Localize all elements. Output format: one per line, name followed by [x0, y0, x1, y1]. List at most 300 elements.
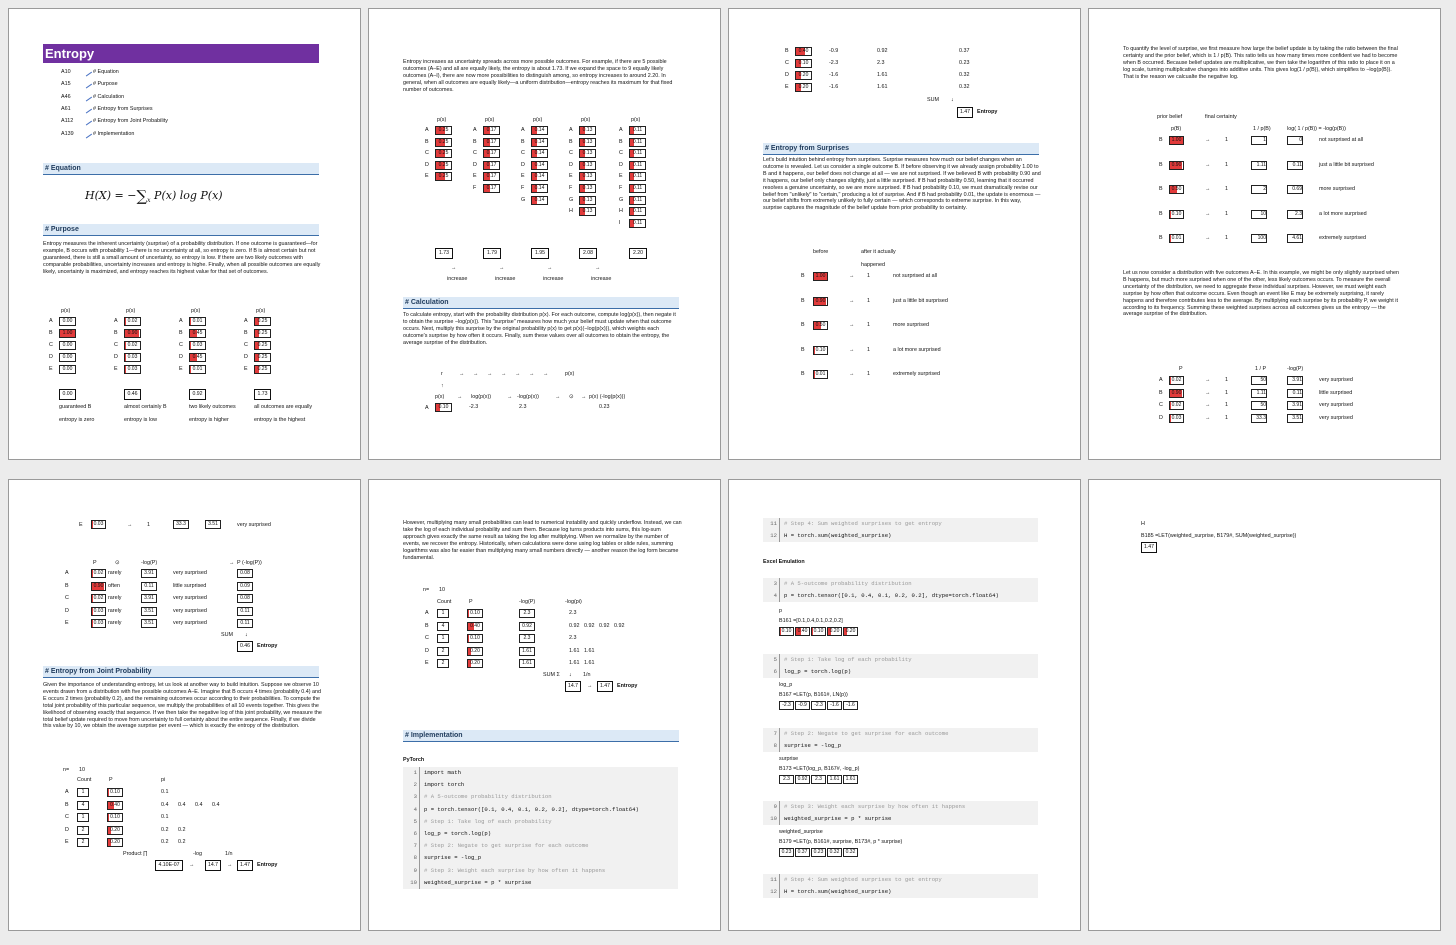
row-label: H [569, 208, 573, 215]
line-number: 9 [763, 801, 780, 813]
row-label: D [619, 161, 623, 168]
pi-value: 2.3 [569, 610, 577, 616]
neglog-value: 1.61 [877, 84, 888, 90]
line-number: 9 [403, 865, 420, 877]
page-5 [8, 479, 361, 931]
row-label: C [179, 342, 183, 348]
surprise-description: very surprised [173, 595, 207, 601]
code-text: surprise = -log_p [784, 742, 842, 750]
log-value: -1.6 [829, 72, 839, 78]
probability-cell: 0.20 [467, 659, 483, 668]
probability-cell: 0.00 [59, 341, 76, 350]
before-cell: 0.10 [813, 346, 828, 355]
section-heading-purpose: # Purpose [43, 224, 319, 236]
probability-cell: 0.17 [483, 172, 500, 181]
probability-cell: 0.14 [531, 126, 548, 135]
joint-probability-paragraph: Given the importance of understanding entropy, let us look at another way to build intuition. Suppose we observe 10 events drawn from a distribution with five possible outcomes A–E. Imagine that B occurs 4 times (probability 0.4) and E occurs 2 times (probability 0.2), and the remaining outcomes occur according to their probabilities. To compute the total joint probability of this particular sequence, we multiply the probabilities of all 10 events together. This gives the likelihood of observing exactly that sequence. If we then take the negative log of this joint probability, we measure the total belief update required to move from uncertainty to full certainty about the entire sequence. Finally, if we divide this value by 10, we obtain the average surprise per event — which is exactly the entropy of the distribution. [43, 682, 322, 730]
row-label: B [114, 330, 118, 336]
arrow: → [595, 265, 601, 271]
arrow: → [543, 371, 549, 377]
probability-cell: 0.10 [435, 403, 452, 412]
probability-cell: 0.10 [467, 609, 483, 618]
row-label: C [425, 150, 429, 157]
row-label: F [569, 185, 573, 191]
probability-cell: 0.17 [483, 184, 500, 193]
caption: entropy is the highest [254, 417, 306, 423]
row-label: I [619, 219, 621, 226]
probability-cell: 0.02 [91, 594, 106, 603]
caption: guaranteed B [59, 404, 92, 410]
probability-cell: 0.13 [579, 207, 596, 216]
toc-ref: A15 [61, 81, 71, 88]
surprise-description: just a little bit surprised [893, 297, 948, 304]
probability-cell: 0.25 [254, 341, 271, 350]
code-line [763, 801, 1038, 813]
operator-circle: ⊙ [569, 394, 574, 400]
surprise-description: not surprised at all [1319, 137, 1364, 143]
row-label: B [801, 297, 805, 304]
toc-ref: A61 [61, 105, 71, 112]
row-label: D [65, 826, 69, 833]
code-block-1 [763, 578, 1038, 602]
section-heading-calculation: # Calculation [403, 297, 679, 309]
row-label: D [244, 354, 248, 360]
col-header: log(p(x)) [471, 394, 492, 400]
line-number: 8 [763, 740, 780, 752]
arrow: → [555, 394, 561, 400]
pi-value: 1.61 [569, 647, 580, 654]
before-cell: 1.00 [813, 272, 828, 281]
col-log: log( 1 / p(B)) = -log(p(B)) [1287, 126, 1346, 132]
product-label: Product ∏ [123, 851, 148, 857]
pi-value: 0.2 [161, 826, 169, 833]
final-value: 1 [147, 522, 150, 528]
array-cell: -2.3 [779, 701, 794, 710]
entropy-result-cell: 1.95 [531, 248, 549, 259]
pi-value: 0.92 [569, 622, 580, 629]
caption: all outcomes are equally [254, 404, 313, 410]
row-label: B [1159, 137, 1163, 143]
probability-cell: 0.14 [531, 196, 548, 205]
probability-cell: 0.40 [467, 622, 483, 631]
row-label: B [801, 322, 805, 328]
toc-item: # Entropy from Surprises [93, 105, 153, 112]
row-label: G [619, 196, 624, 203]
n-value: 10 [79, 767, 85, 773]
log-value: -2.3 [829, 60, 839, 66]
arrow: → [587, 683, 593, 689]
row-label: D [179, 354, 183, 360]
array-cell: 1.61 [827, 775, 842, 784]
excel-emulation-label: Excel Emulation [763, 559, 805, 565]
probability-cell: 0.90 [91, 582, 106, 591]
increase-label: increase [591, 276, 612, 282]
probability-cell: 0.13 [579, 149, 596, 158]
pi-value: 0.4 [161, 801, 169, 808]
variable-label: p [779, 608, 782, 614]
probability-cell: 0.17 [483, 149, 500, 158]
surprise-description: very surprised [173, 607, 207, 614]
arrow: → [451, 265, 457, 271]
code-line [763, 578, 1038, 590]
log-label: -log [193, 851, 202, 857]
col-nlpi: -log(pi) [565, 599, 582, 605]
arrow-up: ↑ [441, 383, 444, 389]
row-label: D [785, 72, 789, 78]
log-value: -0.9 [829, 48, 839, 54]
log-cell: 0.11 [1287, 161, 1303, 170]
probability-cell: 0.13 [579, 184, 596, 193]
row-label: B [785, 48, 789, 54]
formula-text: B173 =LET(log_p, B167#, -log_p) [779, 766, 860, 772]
entropy-label: Entropy [257, 862, 278, 868]
probability-cell: 0.17 [483, 126, 500, 135]
neglog-value: 2.3 [877, 60, 885, 66]
row-label: C [1159, 402, 1163, 408]
line-number: 6 [403, 828, 420, 840]
probability-cell: 0.03 [124, 365, 141, 374]
variable-label: log_p [779, 682, 793, 688]
probability-cell: 0.25 [435, 126, 452, 135]
col-p: P [109, 777, 113, 783]
formula-h: B185 =LET(weighted_surprise, B179#, SUM(weighted_surprise)) [1141, 533, 1297, 539]
entropy-result-cell: 1.79 [483, 248, 501, 259]
probability-cell: 0.13 [579, 172, 596, 181]
n-label: n= [423, 587, 430, 593]
final-value: 1 [1225, 389, 1228, 396]
probability-cell: 1.00 [59, 329, 76, 338]
column-header: p(s) [256, 308, 266, 314]
n-value: 10 [439, 587, 445, 593]
prior-cell: 0.50 [1169, 185, 1184, 194]
col-prod: P (-log(P)) [237, 560, 262, 566]
log-cell: 2.3 [1287, 210, 1303, 219]
before-cell: 0.01 [813, 370, 828, 379]
product-cell: 4.10E-07 [155, 860, 183, 871]
pytorch-label: PyTorch [403, 757, 425, 763]
code-text: # Step 2: Negate to get surprise for each outcome [784, 730, 949, 737]
log-value: -2.3 [469, 404, 479, 410]
arrow: → [1205, 210, 1211, 217]
entropy-label: Entropy [977, 109, 998, 115]
surprise-description: very surprised [237, 522, 271, 528]
product-value: 0.32 [959, 84, 970, 90]
probability-cell: 0.11 [629, 207, 646, 216]
line-number: 7 [403, 840, 420, 852]
row-label: D [1159, 414, 1163, 421]
surprise-description: extremely surprised [893, 371, 941, 377]
array-cell: 0.92 [795, 775, 810, 784]
code-line [403, 767, 678, 779]
inverse-cell: 50 [1251, 401, 1267, 410]
final-value: 1 [1225, 402, 1228, 408]
frequency-label: rarely [108, 595, 122, 601]
row-label: C [65, 595, 69, 601]
arrow: → [1205, 402, 1211, 408]
surprise-description: very surprised [1319, 414, 1353, 421]
array-cell: 2.3 [811, 775, 826, 784]
entropy-result-cell: 0.92 [189, 389, 206, 400]
probability-cell: 0.10 [795, 59, 812, 68]
row-label: F [619, 185, 623, 191]
row-label: B [65, 801, 69, 808]
log-cell: 0 [1287, 136, 1303, 145]
col-prior: prior belief [1157, 114, 1183, 120]
col-inv: 1 / p(B) [1253, 126, 1271, 132]
line-number: 10 [763, 813, 780, 825]
row-label: E [569, 173, 573, 180]
sum-label: SUM [927, 97, 939, 103]
row-label: B [1159, 161, 1163, 168]
row-label: A [1159, 377, 1163, 383]
code-block-3 [763, 728, 1038, 752]
arrow-down: ↓ [245, 632, 248, 638]
arrow: → [849, 273, 855, 279]
toc-item: # Purpose [93, 81, 118, 88]
arrow: → [1205, 161, 1211, 168]
entropy-result-cell: 1.73 [254, 389, 271, 400]
row-label: B [49, 330, 53, 336]
section-heading-surprises: # Entropy from Surprises [763, 143, 1039, 155]
pi-value: 0.1 [161, 814, 169, 820]
code-line [763, 886, 1038, 898]
arrow-down: ↓ [569, 672, 572, 678]
inverse-cell: 50 [1251, 376, 1267, 385]
arrow: → [1205, 414, 1211, 421]
flow-target: p(x) [565, 371, 575, 377]
arrow: → [547, 265, 553, 271]
surprise-description: a lot more surprised [1319, 210, 1367, 217]
line-number: 2 [403, 779, 420, 791]
inverse-cell: 33.3 [1251, 414, 1267, 423]
count-cell: 1 [77, 813, 89, 822]
prior-cell: 0.90 [1169, 161, 1184, 170]
probability-cell: 0.25 [435, 138, 452, 147]
arrow: → [487, 371, 493, 377]
line-number: 4 [763, 590, 780, 602]
col-p: P [93, 560, 97, 566]
probability-cell: 0.25 [254, 353, 271, 362]
code-text: # Step 3: Weight each surprise by how often it happens [784, 803, 966, 810]
n-label: n= [63, 767, 70, 773]
probability-cell: 0.20 [107, 838, 123, 847]
row-label: B [1159, 186, 1163, 192]
row-label: E [79, 522, 83, 528]
operator-circle: ⊙ [115, 560, 120, 566]
code-text: surprise = -log_p [424, 854, 482, 862]
entropy-result-cell: 0.00 [59, 389, 76, 400]
row-label: E [473, 173, 477, 180]
product-cell: 0.09 [237, 582, 253, 591]
flow-r: r [441, 371, 443, 377]
row-label: D [521, 161, 525, 168]
code-line [403, 804, 678, 816]
calculation-paragraph: To calculate entropy, start with the probability distribution p(x). For each outcome, compute log(p(x)), then negate it to obtain the surprise −log(p(x)). This "surprise" measures how much your belief must update when that outcome occurs. Next, multiply this surprise by the original probability p(x) to get p(x)(−log(p(x))), which weights each outcome's surprise by how often it occurs. Finally, sum these values over all outcomes to obtain the entropy, the average surprise of the distribution. [403, 312, 676, 346]
arrow: → [507, 394, 513, 400]
row-label: A [114, 318, 118, 324]
array-cell: 0.37 [795, 848, 810, 857]
formula-text: B179 =LET(p, B161#, surprise, B173#, p * surprise) [779, 839, 903, 845]
col-1p: 1 / P [1255, 366, 1267, 372]
code-line [403, 852, 678, 864]
column-header: p(s) [437, 117, 447, 123]
row-label: E [49, 366, 53, 372]
code-line [763, 740, 1038, 752]
array-cell: 0.32 [827, 848, 842, 857]
row-label: G [569, 196, 574, 203]
final-value: 1 [1225, 210, 1228, 217]
probability-cell: 0.25 [435, 161, 452, 170]
row-label: C [619, 150, 623, 157]
toc-item: # Implementation [93, 130, 135, 137]
row-label: A [425, 405, 429, 411]
prior-cell: 0.02 [1169, 376, 1184, 385]
arrow: → [1205, 389, 1211, 396]
row-label: C [114, 342, 118, 348]
sum-label: SUM Σ [543, 672, 560, 678]
row-label: D [114, 354, 118, 360]
probability-cell: 0.11 [629, 161, 646, 170]
code-text: log_p = torch.log(p) [784, 668, 852, 676]
section-heading-joint-probability: # Entropy from Joint Probability [43, 666, 319, 678]
code-block-5 [763, 874, 1038, 898]
code-text: weighted_surprise = p * surprise [784, 815, 892, 823]
probability-cell: 0.03 [189, 341, 206, 350]
col-after: happened [861, 262, 885, 268]
log-cell: 0.69 [1287, 185, 1303, 194]
pi-value: 0.2 [178, 839, 186, 845]
row-label: B [521, 138, 525, 145]
page-6 [368, 479, 721, 931]
probability-cell: 0.11 [629, 219, 646, 228]
inverse-cell: 1.11 [1251, 161, 1267, 170]
row-label: F [473, 185, 477, 191]
array-cell: 0.20 [827, 627, 842, 636]
surprises-paragraph: Let's build intuition behind entropy from surprises. Surprise measures how much our belief changes when an outcome is revealed. Let us consider a single outcome B. If before observing it we already assign probability 1.00 to B and it happens, our belief does not change at all — we are not surprised. If we believed B with probability 0.90 and it happens, our belief only changes slightly, just a little surprised. If B had probability 0.50, learning that it occurred resolves a genuine uncertainty, so we are more surprised. If B had probability 0.10, we must dramatically revise our belief from "unlikely" to "certain," producing a lot of surprise. And if B had probability 0.01, the update is enormous — our belief shifts from extremely unlikely to fully certain — which corresponds to extreme surprise. In this way, surprise captures the magnitude of the belief update from prior probability to certainty. [763, 157, 1041, 212]
arrow: → [1205, 235, 1211, 241]
row-label: D [49, 354, 53, 360]
entropy-result-cell: 2.20 [629, 248, 647, 259]
row-label: B [425, 622, 429, 629]
col-before: before [813, 249, 829, 255]
surprise-description: little surprised [1319, 389, 1353, 396]
log-cell: 4.61 [1287, 234, 1303, 243]
row-label: E [785, 84, 789, 90]
probability-cell: 0.25 [435, 172, 452, 181]
array-cell: 2.3 [779, 775, 794, 784]
col-header: p(x) (-log(p(x))) [589, 394, 626, 400]
row-label: F [521, 185, 525, 191]
arrow-down: ↓ [951, 97, 954, 103]
variable-label: surprise [779, 756, 799, 762]
frequency-label: rarely [108, 607, 122, 614]
row-label: A [244, 318, 248, 324]
five-outcome-paragraph: Let us now consider a distribution with five outcomes A–E. In this example, we might be only slightly surprised when B happens, but much more surprised when one of the other, less likely outcomes occurs. To measure the overall uncertainty of the distribution, we need to aggregate these individual surprises. However, we must weight each surprise by how often that outcome occurs. Even though an event like E may be extremely surprising, it rarely happens and therefore contributes less to the average. By multiplying each surprise by its probability P, we weight it according to its frequency. Summing these weighted surprises across all outcomes gives us the entropy — the average surprise of the distribution. [1123, 270, 1399, 318]
code-line [403, 865, 678, 877]
row-label: B [65, 582, 69, 589]
row-label: D [425, 647, 429, 654]
arrow: → [501, 371, 507, 377]
probability-cell: 0.14 [531, 172, 548, 181]
code-line [763, 728, 1038, 740]
row-label: G [521, 196, 526, 203]
probability-cell: 0.20 [467, 647, 483, 656]
surprise-description: very surprised [1319, 377, 1353, 383]
product-cell: 0.11 [237, 607, 253, 616]
code-text: H = torch.sum(weighted_surprise) [784, 888, 892, 896]
caption: almost certainly B [124, 404, 167, 410]
neglog-cell: 3.51 [141, 607, 157, 616]
before-cell: 0.90 [813, 297, 828, 306]
page-2 [368, 8, 721, 460]
row-label: D [65, 607, 69, 614]
row-label: D [473, 161, 477, 168]
row-label: A [65, 789, 69, 795]
code-text: import math [424, 769, 461, 776]
surprise-description: very surprised [173, 570, 207, 576]
row-label: D [425, 161, 429, 168]
formula-text: B167 =LET(p, B161#, LN(p)) [779, 692, 848, 698]
col-pb: p(B) [1171, 126, 1182, 132]
code-text: # Step 3: Weight each surprise by how often it happens [424, 866, 606, 874]
code-block-4 [763, 801, 1038, 825]
row-label: D [569, 161, 573, 168]
arrow: → [499, 265, 505, 271]
code-text: # A 5-outcome probability distribution [784, 580, 912, 587]
probability-cell: 0.13 [579, 138, 596, 147]
col-nlp: -log(P) [1287, 366, 1304, 372]
inverse-cell: 1 [1251, 136, 1267, 145]
code-line [403, 877, 678, 889]
final-value: 1 [1225, 414, 1228, 421]
code-text: # Step 1: Take log of each probability [424, 817, 552, 825]
column-header: p(s) [485, 117, 495, 123]
surprise-description: a lot more surprised [893, 346, 941, 353]
probability-cell: 0.00 [59, 317, 76, 326]
log-cell: 3.51 [1287, 414, 1303, 423]
prior-cell: 0.01 [1169, 234, 1184, 243]
pi-value: 0.92 [614, 622, 625, 629]
row-label: C [521, 150, 525, 157]
probability-cell: 0.02 [91, 569, 106, 578]
arrow: → [189, 862, 195, 868]
row-label: B [244, 330, 248, 336]
product-value: 0.37 [959, 48, 970, 54]
probability-cell: 0.11 [629, 196, 646, 205]
row-label: A [569, 127, 573, 133]
prior-cell: 0.10 [1169, 210, 1184, 219]
code-line [763, 666, 1038, 678]
row-label: B [801, 273, 805, 279]
row-label: B [1159, 210, 1163, 217]
after-value: 1 [867, 297, 870, 304]
probability-cell: 0.17 [483, 138, 500, 147]
arrow: → [581, 394, 587, 400]
inverse-cell: 33.3 [173, 520, 189, 529]
probability-cell: 0.90 [124, 329, 141, 338]
neglog-cell: 3.91 [141, 569, 157, 578]
surprise-description: just a little bit surprised [1319, 161, 1374, 168]
row-label: C [49, 342, 53, 348]
probability-cell: 0.11 [629, 184, 646, 193]
inverse-cell: 100 [1251, 234, 1267, 243]
col-pi: pi [161, 777, 166, 783]
after-value: 1 [867, 371, 870, 377]
section-heading-implementation: # Implementation [403, 730, 679, 742]
code-line [763, 813, 1038, 825]
surprise-description: not surprised at all [893, 273, 938, 279]
col-header: -log(p(x)) [517, 394, 539, 400]
